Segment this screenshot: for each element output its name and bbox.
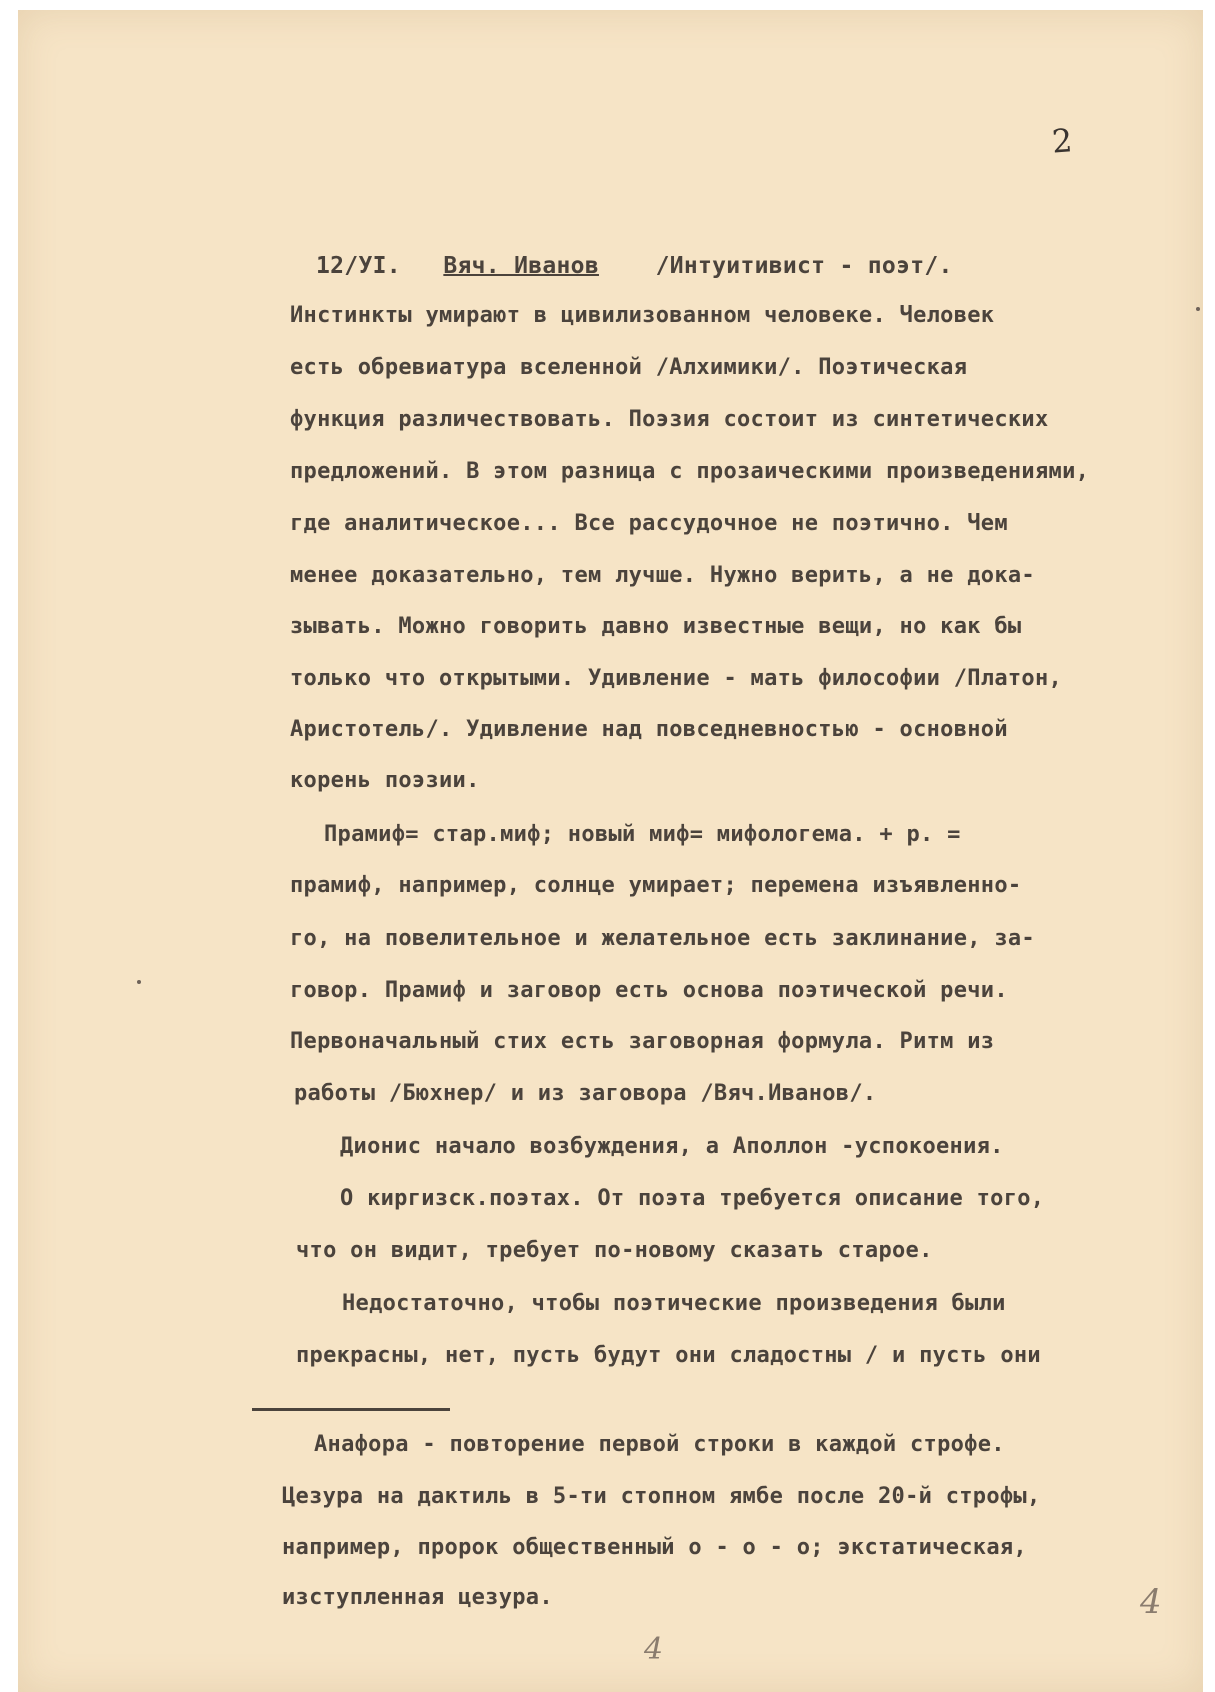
body-line: есть обревиатура вселенной /Алхимики/. Поэтическая xyxy=(290,355,968,380)
body-line: менее доказательно, тем лучше. Нужно верить, а не дока- xyxy=(290,563,1035,588)
author-role: /Интуитивист - поэт/. xyxy=(655,253,953,279)
body-line: зывать. Можно говорить давно известные вещи, но как бы xyxy=(290,614,1022,639)
footnote-line: изступленная цезура. xyxy=(282,1585,553,1610)
body-line: где аналитическое... Все рассудочное не поэтично. Чем xyxy=(290,511,1008,536)
footnote-divider xyxy=(252,1408,450,1411)
body-line xyxy=(316,253,953,279)
pencil-mark: 4 xyxy=(644,1632,664,1667)
footnote-line: например, пророк общественный о - о - о; экстатическая, xyxy=(282,1535,1027,1560)
pencil-mark: 4 xyxy=(1140,1582,1162,1622)
body-line: Дионис начало возбуждения, а Аполлон -успокоения. xyxy=(340,1134,1004,1159)
author-name: Вяч. Иванов xyxy=(443,253,599,279)
footnote-line: Анафора - повторение первой строки в каждой строфе. xyxy=(314,1432,1005,1457)
body-line: говор. Прамиф и заговор есть основа поэтической речи. xyxy=(290,978,1008,1003)
body-line: О киргизск.поэтах. От поэта требуется описание того, xyxy=(340,1186,1045,1211)
footnote-line: Цезура на дактиль в 5-ти стопном ямбе после 20-й строфы, xyxy=(282,1484,1041,1509)
body-line: прекрасны, нет, пусть будут они сладостны / и пусть они xyxy=(296,1343,1041,1368)
body-line: корень поэзии. xyxy=(290,768,480,793)
body-line: только что открытыми. Удивление - мать философии /Платон, xyxy=(290,666,1063,691)
body-line: Прамиф= стар.миф; новый миф= мифологема. + р. = xyxy=(324,822,961,847)
body-line: Аристотель/. Удивление над повседневностью - основной xyxy=(290,717,1008,742)
body-line: прамиф, например, солнце умирает; перемена изъявленно- xyxy=(290,873,1022,898)
body-line: Недостаточно, чтобы поэтические произведения были xyxy=(342,1291,1006,1316)
entry-date: 12/УI. xyxy=(316,253,401,279)
body-line: го, на повелительное и желательное есть заклинание, за- xyxy=(290,926,1035,951)
body-line: что он видит, требует по-новому сказать старое. xyxy=(296,1238,933,1263)
body-line: работы /Бюхнер/ и из заговора /Вяч.Иванов/. xyxy=(294,1081,877,1106)
paper-speck xyxy=(1196,307,1200,311)
body-line: предложений. В этом разница с прозаическими произведениями, xyxy=(290,459,1090,484)
body-line: функция различествовать. Поэзия состоит из синтетических xyxy=(290,407,1049,432)
body-line: Инстинкты умирают в цивилизованном человеке. Человек xyxy=(290,303,995,328)
paper-speck xyxy=(137,980,141,984)
page-number: 2 xyxy=(1050,121,1074,161)
body-line: Первоначальный стих есть заговорная формула. Ритм из xyxy=(290,1029,995,1054)
